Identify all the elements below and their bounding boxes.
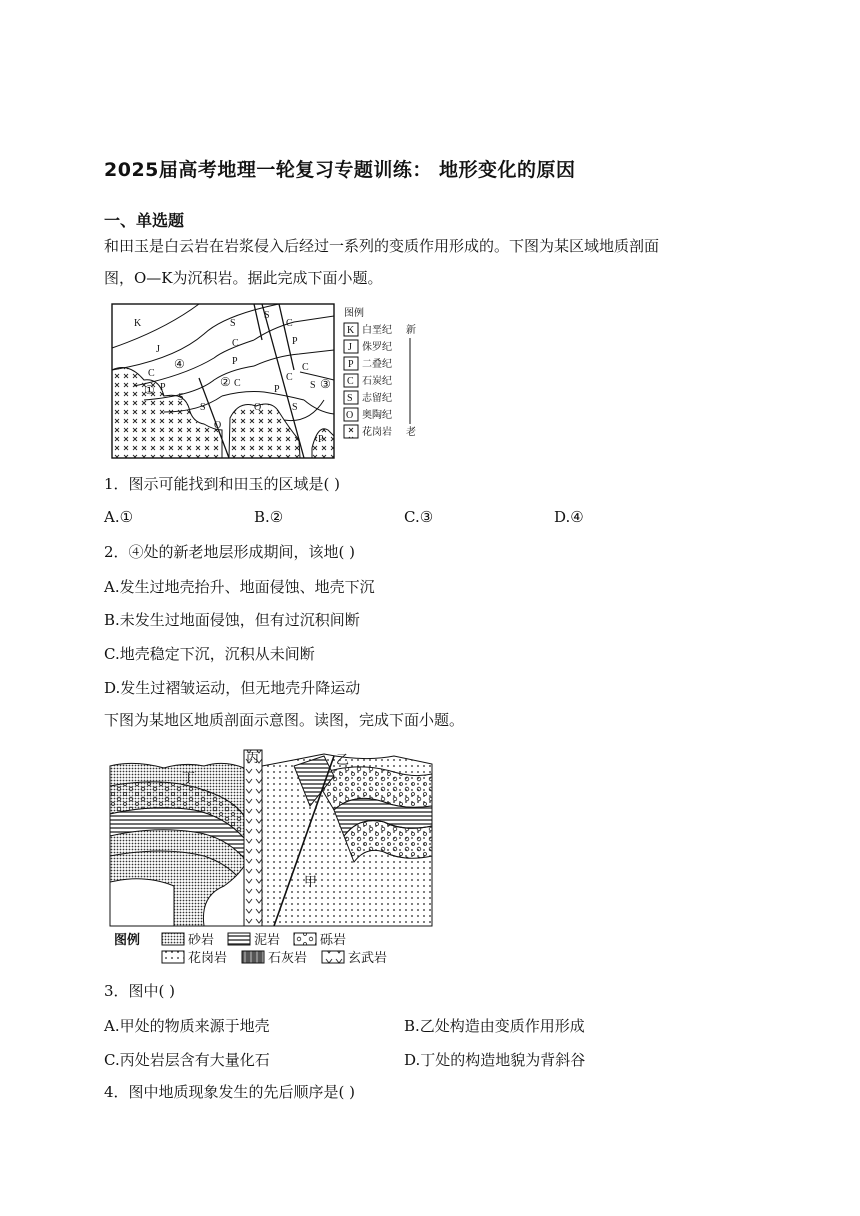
legend-row xyxy=(162,932,214,948)
label-C: C xyxy=(232,338,239,349)
legend-row xyxy=(294,932,346,948)
label-S: S xyxy=(310,380,316,391)
label-C: C xyxy=(148,368,155,379)
q3-option-b[interactable]: B.乙处构造由变质作用形成 xyxy=(404,1017,585,1035)
legend-row xyxy=(344,340,392,353)
legend-row xyxy=(322,950,387,966)
svg-text:二叠纪: 二叠纪 xyxy=(362,359,392,370)
svg-text:P: P xyxy=(348,359,354,370)
label-O: O xyxy=(254,402,262,413)
label-C: C xyxy=(286,372,293,383)
svg-text:白垩纪: 白垩纪 xyxy=(362,325,392,336)
question-3-stem: 3．图中( ) xyxy=(104,982,176,1000)
svg-text:石炭纪: 石炭纪 xyxy=(362,376,392,387)
question-1-stem: 1．图示可能找到和田玉的区域是( ) xyxy=(104,475,341,493)
dike-bing xyxy=(244,750,262,926)
label-C: C xyxy=(286,318,293,329)
label-S: S xyxy=(178,392,184,403)
label-J: J xyxy=(156,344,160,355)
legend-row xyxy=(344,408,392,421)
legend-new: 新 xyxy=(406,325,416,336)
svg-text:玄武岩: 玄武岩 xyxy=(348,951,388,966)
q1-option-b[interactable]: B.② xyxy=(254,508,284,526)
q1-option-c[interactable]: C.③ xyxy=(404,508,434,526)
legend-row xyxy=(162,950,227,966)
marker-2: ② xyxy=(220,375,231,389)
marker-4: ④ xyxy=(174,357,185,371)
svg-text:J: J xyxy=(348,342,352,353)
page-title: 2025届高考地理一轮复习专题训练： 地形变化的原因 xyxy=(104,159,576,181)
label-S: S xyxy=(264,310,270,321)
svg-text:泥岩: 泥岩 xyxy=(254,933,281,948)
svg-text:O: O xyxy=(346,410,354,421)
svg-text:K: K xyxy=(347,325,355,336)
label-S: S xyxy=(200,402,206,413)
legend-row xyxy=(344,323,392,336)
label-P: P xyxy=(232,356,238,367)
label-yi: 乙 xyxy=(336,753,350,768)
section-block xyxy=(110,763,244,926)
label-P: P xyxy=(292,336,298,347)
label-ding: 丁 xyxy=(182,771,196,786)
svg-text:花岗岩: 花岗岩 xyxy=(362,427,392,438)
right-block xyxy=(262,754,432,926)
question-2-stem: 2．④处的新老地层形成期间，该地( ) xyxy=(104,543,356,561)
svg-text:石灰岩: 石灰岩 xyxy=(268,951,308,966)
svg-text:C: C xyxy=(347,376,354,387)
label-C: C xyxy=(302,362,309,373)
legend-row xyxy=(228,932,280,948)
q3-option-d[interactable]: D.丁处的构造地貌为背斜谷 xyxy=(404,1051,586,1069)
svg-text:奥陶纪: 奥陶纪 xyxy=(362,410,392,421)
intro-text-2: 图，O—K为沉积岩。据此完成下面小题。 xyxy=(104,269,383,287)
q1-option-a[interactable]: A.① xyxy=(104,508,134,526)
legend-row xyxy=(344,391,392,404)
label-C: C xyxy=(234,378,241,389)
figure2-legend xyxy=(114,932,387,966)
legend-row xyxy=(344,357,392,370)
q2-option-b[interactable]: B.未发生过地面侵蚀，但有过沉积间断 xyxy=(104,611,360,629)
svg-text:S: S xyxy=(347,393,353,404)
label-P: P xyxy=(318,434,324,445)
label-K: K xyxy=(134,318,142,329)
question-4-stem: 4．图中地质现象发生的先后顺序是( ) xyxy=(104,1083,356,1101)
q2-option-d[interactable]: D.发生过褶皱运动，但无地壳升降运动 xyxy=(104,679,361,697)
svg-text:志留纪: 志留纪 xyxy=(362,393,392,404)
intro-text-1: 和田玉是白云岩在岩浆侵入后经过一系列的变质作用形成的。下图为某区域地质剖面 xyxy=(104,237,660,255)
legend-title: 图例 xyxy=(114,933,141,948)
figure1-legend xyxy=(344,306,416,438)
label-jia: 甲 xyxy=(304,875,318,890)
legend-title: 图例 xyxy=(344,308,364,319)
section-heading: 一、单选题 xyxy=(104,211,185,230)
geologic-section-figure-1 xyxy=(104,300,424,462)
marker-3: ③ xyxy=(320,377,331,391)
q2-option-a[interactable]: A.发生过地壳抬升、地面侵蚀、地壳下沉 xyxy=(104,578,375,596)
label-O: O xyxy=(214,420,222,431)
legend-old: 老 xyxy=(406,427,416,438)
svg-text:砾岩: 砾岩 xyxy=(320,933,347,948)
svg-text:花岗岩: 花岗岩 xyxy=(188,951,228,966)
q1-option-d[interactable]: D.④ xyxy=(554,508,584,526)
intro-text-3: 下图为某地区地质剖面示意图。读图，完成下面小题。 xyxy=(104,711,465,729)
q3-option-c[interactable]: C.丙处岩层含有大量化石 xyxy=(104,1051,270,1069)
q2-option-c[interactable]: C.地壳稳定下沉，沉积从未间断 xyxy=(104,645,315,663)
marker-1: ① xyxy=(144,383,155,397)
label-S: S xyxy=(292,402,298,413)
label-S: S xyxy=(230,318,236,329)
label-P: P xyxy=(160,382,166,393)
label-bing: 丙 xyxy=(246,751,260,766)
legend-row xyxy=(242,950,307,966)
geologic-section-figure-2 xyxy=(104,746,436,970)
label-P: P xyxy=(274,384,280,395)
svg-text:侏罗纪: 侏罗纪 xyxy=(362,342,392,353)
svg-text:砂岩: 砂岩 xyxy=(188,933,215,948)
legend-row xyxy=(344,425,392,438)
q3-option-a[interactable]: A.甲处的物质来源于地壳 xyxy=(104,1017,270,1035)
legend-row xyxy=(344,374,392,387)
